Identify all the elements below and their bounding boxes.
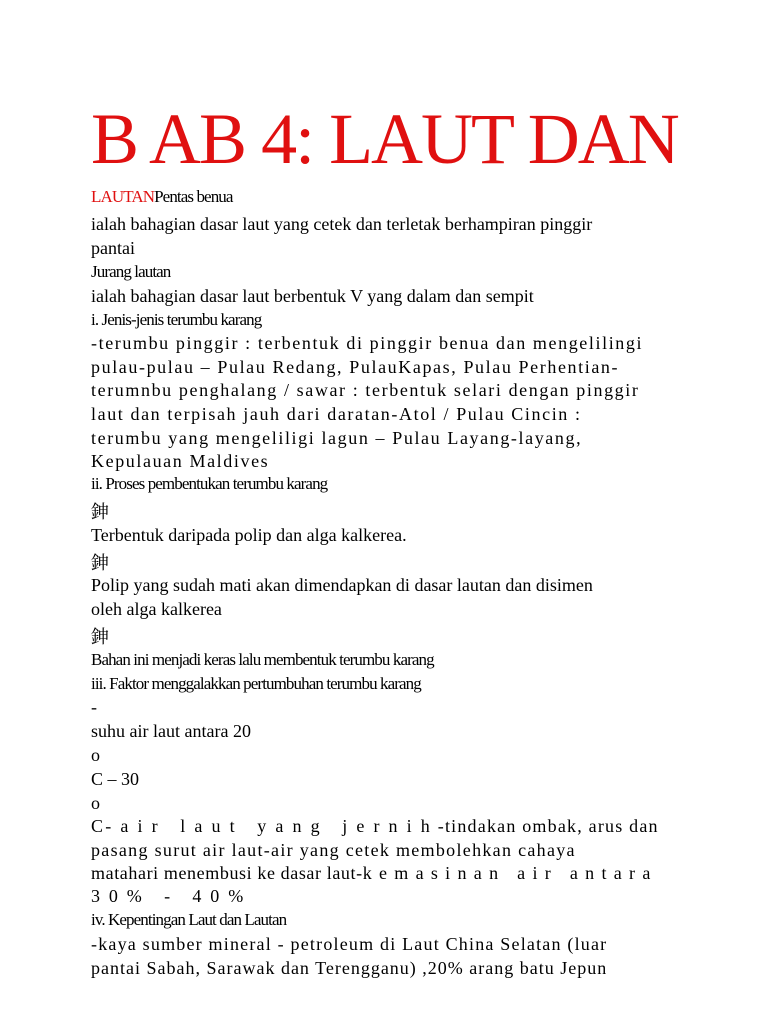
text-span: C- a i r l a u t y a n g j e r n i h <box>91 816 433 836</box>
text-line: Polip yang sudah mati akan dimendapkan di dasar lautan dan disimen <box>91 575 593 595</box>
text-line: Bahan ini menjadi keras lalu membentuk terumbu karang <box>91 650 434 669</box>
text-line: o <box>91 745 100 765</box>
text-line: laut dan terpisah jauh dari daratan-Atol / Pulau Cincin : <box>91 404 582 424</box>
text-line: pasang surut air laut-air yang cetek membolehkan cahaya <box>91 840 576 860</box>
bullet-glyph: 鉮 <box>91 627 109 647</box>
section-heading-kepentingan: iv. Kepentingan Laut dan Lautan <box>91 910 287 929</box>
text-line: terumbu yang mengeliligi lagun – Pulau Layang-layang, <box>91 428 583 448</box>
text-line <box>91 816 659 837</box>
text-line: - <box>91 697 97 717</box>
text-line: C – 30 <box>91 769 140 789</box>
text-line: o <box>91 793 100 813</box>
text-line <box>91 863 652 884</box>
section-heading-jenis-terumbu: i. Jenis-jenis terumbu karang <box>91 310 262 329</box>
text-line: suhu air laut antara 20 <box>91 721 251 741</box>
page-title: B AB 4: LAUT DAN <box>91 99 678 179</box>
text-line: 3 0 % - 4 0 % <box>91 886 246 906</box>
section-heading-faktor: iii. Faktor menggalakkan pertumbuhan terumbu karang <box>91 674 421 693</box>
text-line: -terumbu pinggir : terbentuk di pinggir benua dan mengelilingi <box>91 333 644 353</box>
text-line: Kepulauan Maldives <box>91 451 270 471</box>
text-line: ialah bahagian dasar laut berbentuk V yang dalam dan sempit <box>91 286 534 306</box>
text-line: terumnbu penghalang / sawar : terbentuk selari dengan pinggir <box>91 380 640 400</box>
bullet-glyph: 鉮 <box>91 502 109 522</box>
heading-continuation-line <box>91 187 233 207</box>
text-span: k e m a s i n a n a i r a n t a r a <box>362 863 652 883</box>
text-line: pantai <box>91 238 135 258</box>
bullet-glyph: 鉮 <box>91 553 109 573</box>
section-label-jurang-lautan: Jurang lautan <box>91 262 171 281</box>
page-title-continued: LAUTAN <box>91 187 155 206</box>
text-span: matahari menembusi ke dasar laut- <box>91 863 363 883</box>
text-line: oleh alga kalkerea <box>91 599 222 619</box>
text-line: Terbentuk daripada polip dan alga kalkerea. <box>91 525 407 545</box>
text-line: pulau-pulau – Pulau Redang, PulauKapas, Pulau Perhentian- <box>91 357 620 377</box>
text-span: -tindakan ombak, arus dan <box>432 816 659 836</box>
section-heading-proses: ii. Proses pembentukan terumbu karang <box>91 474 328 493</box>
text-line: -kaya sumber mineral - petroleum di Laut China Selatan (luar <box>91 934 608 954</box>
text-line: pantai Sabah, Sarawak dan Terengganu) ,20% arang batu Jepun <box>91 958 608 978</box>
text-line: ialah bahagian dasar laut yang cetek dan terletak berhampiran pinggir <box>91 214 593 234</box>
section-label-pentas-benua: Pentas benua <box>154 187 233 206</box>
